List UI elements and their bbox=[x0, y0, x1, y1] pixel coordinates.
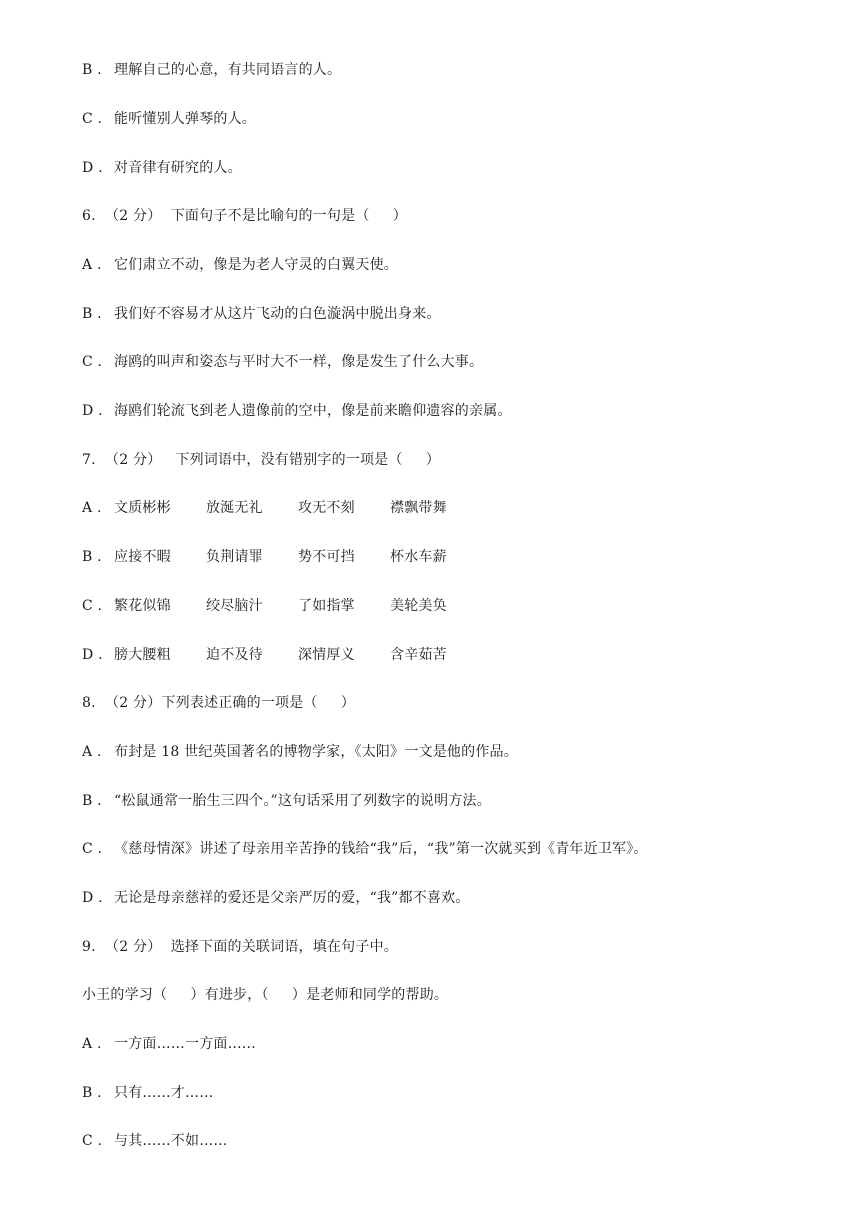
q6-option-c bbox=[82, 352, 483, 372]
term: 迫不及待 bbox=[206, 647, 263, 663]
option-letter: B . bbox=[82, 549, 102, 565]
q9-sentence: 小王的学习（ ）有进步，（ ）是老师和同学的帮助。 bbox=[82, 987, 449, 1003]
q7-option-c bbox=[82, 596, 447, 616]
question-7: 7. （2 分） 下列词语中，没有错别字的一项是（ ） bbox=[82, 452, 441, 468]
q8-option-d bbox=[82, 888, 470, 908]
term: 放涎无礼 bbox=[206, 500, 263, 516]
option-text: 布封是 18 世纪英国著名的博物学家，《太阳》一文是他的作品。 bbox=[114, 744, 518, 760]
term: 攻无不刻 bbox=[298, 500, 355, 516]
q9-option-c bbox=[82, 1131, 228, 1151]
option-text: 无论是母亲慈祥的爱还是父亲严厉的爱，“我”都不喜欢。 bbox=[114, 890, 470, 906]
option-letter: A . bbox=[82, 744, 102, 760]
option-letter: B . bbox=[82, 793, 102, 809]
option-text: 海鸥们轮流飞到老人遗像前的空中，像是前来瞻仰遗容的亲属。 bbox=[114, 403, 512, 419]
option-letter: D . bbox=[82, 890, 103, 906]
option-letter: D . bbox=[82, 403, 103, 419]
term: 绞尽脑汁 bbox=[206, 598, 263, 614]
q8-option-a bbox=[82, 742, 518, 762]
option-letter: A . bbox=[82, 1036, 102, 1052]
option-letter: A . bbox=[82, 500, 102, 516]
option-text: 对音律有研究的人。 bbox=[114, 160, 242, 176]
option-letter: D . bbox=[82, 647, 103, 663]
option-text: 理解自己的心意，有共同语言的人。 bbox=[114, 62, 342, 78]
option-letter: A . bbox=[82, 257, 102, 273]
q6-option-a bbox=[82, 255, 398, 275]
q6-option-b bbox=[82, 304, 441, 324]
option-letter: B . bbox=[82, 306, 102, 322]
option-c bbox=[82, 109, 256, 129]
term: 杯水车薪 bbox=[390, 549, 447, 565]
term: 繁花似锦 bbox=[114, 598, 171, 614]
question-6: 6. （2 分） 下面句子不是比喻句的一句是（ ） bbox=[82, 208, 407, 224]
q9-option-b bbox=[82, 1083, 213, 1103]
q7-option-b bbox=[82, 547, 447, 567]
q8-option-c bbox=[82, 839, 648, 859]
q9-option-a bbox=[82, 1034, 256, 1054]
option-text: 我们好不容易才从这片飞动的白色漩涡中脱出身来。 bbox=[114, 306, 441, 322]
term: 美轮美奂 bbox=[390, 598, 447, 614]
term: 膀大腰粗 bbox=[114, 647, 171, 663]
option-letter: C . bbox=[82, 1133, 103, 1149]
option-letter: C . bbox=[82, 598, 103, 614]
option-text: 一方面……一方面…… bbox=[114, 1036, 256, 1052]
option-text: 《慈母情深》讲述了母亲用辛苦挣的钱给“我”后，“我”第一次就买到《青年近卫军》。 bbox=[114, 841, 648, 857]
term: 深情厚义 bbox=[298, 647, 355, 663]
q6-option-d bbox=[82, 401, 512, 421]
q7-option-d bbox=[82, 645, 447, 665]
option-d bbox=[82, 158, 242, 178]
term: 文质彬彬 bbox=[114, 500, 171, 516]
term: 襟飘带舞 bbox=[390, 500, 447, 516]
option-text: 它们肃立不动，像是为老人守灵的白翼天使。 bbox=[114, 257, 398, 273]
term: 势不可挡 bbox=[298, 549, 355, 565]
option-letter: C . bbox=[82, 841, 103, 857]
question-8: 8. （2 分）下列表述正确的一项是（ ） bbox=[82, 695, 356, 711]
option-text: 能听懂别人弹琴的人。 bbox=[114, 111, 256, 127]
option-letter: D . bbox=[82, 160, 103, 176]
term: 了如指掌 bbox=[298, 598, 355, 614]
option-text: 只有……才…… bbox=[114, 1085, 214, 1101]
term: 应接不暇 bbox=[114, 549, 171, 565]
q8-option-b bbox=[82, 791, 491, 811]
option-letter: C . bbox=[82, 111, 103, 127]
option-text: 与其……不如…… bbox=[114, 1133, 228, 1149]
option-letter: B . bbox=[82, 1085, 102, 1101]
option-letter: C . bbox=[82, 354, 103, 370]
term: 负荆请罪 bbox=[206, 549, 263, 565]
option-text: 海鸥的叫声和姿态与平时大不一样，像是发生了什么大事。 bbox=[114, 354, 484, 370]
option-text: “松鼠通常一胎生三四个。”这句话采用了列数字的说明方法。 bbox=[114, 793, 491, 809]
term: 含辛茹苦 bbox=[390, 647, 447, 663]
q7-option-a bbox=[82, 498, 447, 518]
option-letter: B . bbox=[82, 62, 102, 78]
question-9: 9. （2 分） 选择下面的关联词语，填在句子中。 bbox=[82, 939, 398, 955]
option-b bbox=[82, 60, 341, 80]
